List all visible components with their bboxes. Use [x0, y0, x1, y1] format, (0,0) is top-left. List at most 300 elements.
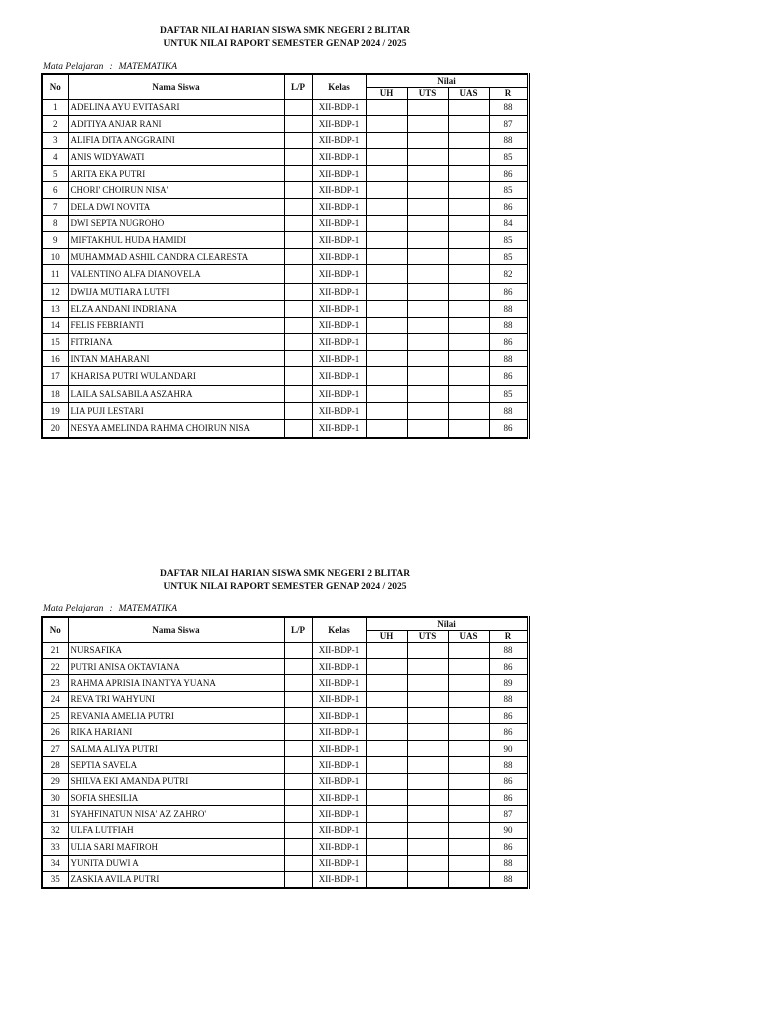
cell-uas: [448, 350, 489, 367]
table-row: [42, 642, 528, 658]
cell-no: 26: [42, 724, 68, 740]
subject-label: Mata Pelajaran: [43, 62, 104, 72]
cell-uas: [448, 386, 489, 403]
title-line-1: DAFTAR NILAI HARIAN SISWA SMK NEGERI 2 BLITAR: [159, 26, 411, 36]
cell-kelas: XII-BDP-1: [312, 182, 366, 199]
cell-student-name: FITRIANA: [68, 334, 284, 351]
header-nilai: Nilai: [366, 617, 528, 630]
cell-kelas: XII-BDP-1: [312, 740, 366, 756]
cell-uts: [407, 301, 448, 318]
cell-uh: [366, 215, 407, 232]
cell-no: 25: [42, 708, 68, 724]
cell-student-name: ADITIYA ANJAR RANI: [68, 116, 284, 133]
cell-uas: [448, 642, 489, 658]
table-row: [42, 806, 528, 822]
cell-uh: [366, 403, 407, 420]
cell-uts: [407, 165, 448, 182]
table-body: [42, 642, 528, 888]
cell-no: 24: [42, 691, 68, 707]
cell-uh: [366, 740, 407, 756]
cell-lp: [284, 165, 312, 182]
cell-uh: [366, 334, 407, 351]
cell-student-name: MUHAMMAD ASHIL CANDRA CLEARESTA: [68, 248, 284, 265]
cell-uh: [366, 708, 407, 724]
cell-kelas: XII-BDP-1: [312, 350, 366, 367]
cell-lp: [284, 642, 312, 658]
cell-no: 22: [42, 658, 68, 674]
cell-kelas: XII-BDP-1: [312, 658, 366, 674]
cell-student-name: REVA TRI WAHYUNI: [68, 691, 284, 707]
cell-lp: [284, 806, 312, 822]
cell-no: 16: [42, 350, 68, 367]
header-kelas: Kelas: [312, 74, 366, 99]
cell-uas: [448, 116, 489, 133]
cell-uts: [407, 871, 448, 887]
cell-kelas: XII-BDP-1: [312, 839, 366, 855]
cell-uh: [366, 182, 407, 199]
cell-student-name: DWI SEPTA NUGROHO: [68, 215, 284, 232]
cell-uas: [448, 232, 489, 249]
table-row: [42, 317, 528, 334]
cell-uh: [366, 284, 407, 301]
cell-uts: [407, 232, 448, 249]
table-row: [42, 99, 528, 116]
cell-uas: [448, 248, 489, 265]
cell-uas: [448, 757, 489, 773]
cell-uts: [407, 691, 448, 707]
cell-uas: [448, 215, 489, 232]
cell-uas: [448, 806, 489, 822]
subject-label: Mata Pelajaran: [43, 604, 104, 614]
cell-uh: [366, 675, 407, 691]
cell-r: 85: [489, 248, 528, 265]
cell-no: 1: [42, 99, 68, 116]
subject-separator: :: [109, 62, 113, 72]
cell-student-name: NESYA AMELINDA RAHMA CHOIRUN NISA: [68, 419, 284, 438]
cell-uas: [448, 132, 489, 149]
cell-no: 5: [42, 165, 68, 182]
cell-uh: [366, 757, 407, 773]
cell-kelas: XII-BDP-1: [312, 99, 366, 116]
cell-uts: [407, 773, 448, 789]
cell-student-name: NURSAFIKA: [68, 642, 284, 658]
cell-r: 88: [489, 317, 528, 334]
cell-lp: [284, 99, 312, 116]
cell-uas: [448, 839, 489, 855]
cell-r: 85: [489, 149, 528, 166]
cell-uas: [448, 284, 489, 301]
cell-kelas: XII-BDP-1: [312, 871, 366, 887]
cell-uts: [407, 740, 448, 756]
cell-uas: [448, 658, 489, 674]
table-row: [42, 284, 528, 301]
cell-kelas: XII-BDP-1: [312, 334, 366, 351]
cell-lp: [284, 199, 312, 216]
table-row: [42, 301, 528, 318]
cell-uts: [407, 284, 448, 301]
cell-kelas: XII-BDP-1: [312, 691, 366, 707]
cell-no: 30: [42, 790, 68, 806]
cell-uts: [407, 724, 448, 740]
cell-student-name: INTAN MAHARANI: [68, 350, 284, 367]
cell-uts: [407, 199, 448, 216]
cell-kelas: XII-BDP-1: [312, 199, 366, 216]
header-nilai: Nilai: [366, 74, 528, 87]
cell-student-name: SALMA ALIYA PUTRI: [68, 740, 284, 756]
cell-lp: [284, 773, 312, 789]
cell-uh: [366, 790, 407, 806]
cell-uas: [448, 708, 489, 724]
cell-student-name: ADELINA AYU EVITASARI: [68, 99, 284, 116]
cell-student-name: SHILVA EKI AMANDA PUTRI: [68, 773, 284, 789]
cell-student-name: REVANIA AMELIA PUTRI: [68, 708, 284, 724]
header-uas: UAS: [448, 87, 489, 99]
cell-uts: [407, 99, 448, 116]
cell-uas: [448, 301, 489, 318]
grade-table: [41, 616, 530, 889]
cell-no: 31: [42, 806, 68, 822]
cell-kelas: XII-BDP-1: [312, 215, 366, 232]
cell-uts: [407, 757, 448, 773]
cell-student-name: ULIA SARI MAFIROH: [68, 839, 284, 855]
cell-no: 4: [42, 149, 68, 166]
cell-uh: [366, 99, 407, 116]
cell-no: 10: [42, 248, 68, 265]
cell-r: 86: [489, 199, 528, 216]
cell-lp: [284, 790, 312, 806]
table-row: [42, 855, 528, 871]
table-row: [42, 215, 528, 232]
cell-kelas: XII-BDP-1: [312, 675, 366, 691]
cell-uh: [366, 199, 407, 216]
cell-r: 88: [489, 642, 528, 658]
cell-kelas: XII-BDP-1: [312, 232, 366, 249]
cell-uas: [448, 182, 489, 199]
cell-no: 21: [42, 642, 68, 658]
cell-no: 3: [42, 132, 68, 149]
cell-uas: [448, 724, 489, 740]
cell-lp: [284, 232, 312, 249]
cell-uts: [407, 790, 448, 806]
cell-student-name: VALENTINO ALFA DIANOVELA: [68, 265, 284, 284]
table-row: [42, 386, 528, 403]
cell-student-name: DWIJA MUTIARA LUTFI: [68, 284, 284, 301]
cell-uh: [366, 350, 407, 367]
cell-r: 88: [489, 132, 528, 149]
cell-no: 27: [42, 740, 68, 756]
subject-value: MATEMATIKA: [118, 62, 178, 72]
cell-no: 35: [42, 871, 68, 887]
cell-student-name: DELA DWI NOVITA: [68, 199, 284, 216]
header-uh: UH: [366, 630, 407, 642]
cell-uas: [448, 403, 489, 420]
table-row: [42, 182, 528, 199]
table-row: [42, 149, 528, 166]
cell-uts: [407, 265, 448, 284]
cell-uts: [407, 367, 448, 386]
cell-uh: [366, 724, 407, 740]
cell-lp: [284, 403, 312, 420]
cell-kelas: XII-BDP-1: [312, 301, 366, 318]
table-row: [42, 334, 528, 351]
table-row: [42, 367, 528, 386]
cell-no: 18: [42, 386, 68, 403]
cell-student-name: PUTRI ANISA OKTAVIANA: [68, 658, 284, 674]
cell-r: 87: [489, 806, 528, 822]
cell-uh: [366, 165, 407, 182]
cell-r: 86: [489, 790, 528, 806]
cell-lp: [284, 822, 312, 838]
cell-uts: [407, 675, 448, 691]
cell-r: 89: [489, 675, 528, 691]
cell-student-name: ARITA EKA PUTRI: [68, 165, 284, 182]
cell-lp: [284, 182, 312, 199]
cell-lp: [284, 675, 312, 691]
cell-student-name: MIFTAKHUL HUDA HAMIDI: [68, 232, 284, 249]
cell-no: 34: [42, 855, 68, 871]
header-no: No: [42, 74, 68, 99]
cell-uas: [448, 317, 489, 334]
cell-lp: [284, 215, 312, 232]
cell-kelas: XII-BDP-1: [312, 149, 366, 166]
cell-lp: [284, 284, 312, 301]
table-row: [42, 724, 528, 740]
cell-uh: [366, 367, 407, 386]
cell-student-name: ELZA ANDANI INDRIANA: [68, 301, 284, 318]
cell-kelas: XII-BDP-1: [312, 806, 366, 822]
cell-no: 9: [42, 232, 68, 249]
cell-uas: [448, 334, 489, 351]
header-kelas: Kelas: [312, 617, 366, 642]
cell-kelas: XII-BDP-1: [312, 708, 366, 724]
cell-uh: [366, 116, 407, 133]
table-row: [42, 165, 528, 182]
cell-uh: [366, 691, 407, 707]
cell-uas: [448, 675, 489, 691]
cell-uh: [366, 855, 407, 871]
cell-r: 86: [489, 708, 528, 724]
cell-uts: [407, 419, 448, 438]
cell-kelas: XII-BDP-1: [312, 403, 366, 420]
cell-lp: [284, 871, 312, 887]
table-row: [42, 740, 528, 756]
header-name: Nama Siswa: [68, 74, 284, 99]
cell-lp: [284, 132, 312, 149]
sheet-title: [42, 25, 528, 51]
table-row: [42, 419, 528, 438]
header-r: R: [489, 630, 528, 642]
cell-student-name: ALIFIA DITA ANGGRAINI: [68, 132, 284, 149]
header-r: R: [489, 87, 528, 99]
subject-line: [43, 603, 177, 615]
table-row: [42, 790, 528, 806]
cell-uas: [448, 773, 489, 789]
cell-lp: [284, 386, 312, 403]
cell-lp: [284, 708, 312, 724]
cell-uh: [366, 386, 407, 403]
header-lp: L/P: [284, 74, 312, 99]
cell-no: 32: [42, 822, 68, 838]
cell-r: 88: [489, 403, 528, 420]
cell-lp: [284, 757, 312, 773]
cell-r: 85: [489, 182, 528, 199]
cell-no: 12: [42, 284, 68, 301]
cell-uts: [407, 658, 448, 674]
cell-r: 85: [489, 386, 528, 403]
title-line-2: UNTUK NILAI RAPORT SEMESTER GENAP 2024 / 2025: [163, 582, 407, 592]
table-row: [42, 132, 528, 149]
cell-kelas: XII-BDP-1: [312, 855, 366, 871]
cell-r: 84: [489, 215, 528, 232]
header-uts: UTS: [407, 630, 448, 642]
cell-student-name: SEPTIA SAVELA: [68, 757, 284, 773]
cell-uts: [407, 642, 448, 658]
cell-uas: [448, 149, 489, 166]
cell-no: 13: [42, 301, 68, 318]
table-row: [42, 265, 528, 284]
cell-uh: [366, 232, 407, 249]
cell-r: 86: [489, 658, 528, 674]
cell-uas: [448, 691, 489, 707]
cell-uh: [366, 301, 407, 318]
cell-student-name: ULFA LUTFIAH: [68, 822, 284, 838]
cell-student-name: YUNITA DUWI A: [68, 855, 284, 871]
cell-kelas: XII-BDP-1: [312, 790, 366, 806]
cell-student-name: CHORI' CHOIRUN NISA': [68, 182, 284, 199]
cell-no: 28: [42, 757, 68, 773]
cell-kelas: XII-BDP-1: [312, 284, 366, 301]
cell-lp: [284, 334, 312, 351]
table-row: [42, 658, 528, 674]
cell-no: 29: [42, 773, 68, 789]
cell-student-name: FELIS FEBRIANTI: [68, 317, 284, 334]
cell-lp: [284, 317, 312, 334]
cell-r: 88: [489, 350, 528, 367]
cell-uas: [448, 855, 489, 871]
cell-r: 88: [489, 691, 528, 707]
cell-uh: [366, 317, 407, 334]
table-row: [42, 691, 528, 707]
cell-no: 23: [42, 675, 68, 691]
cell-lp: [284, 855, 312, 871]
cell-uh: [366, 132, 407, 149]
cell-uh: [366, 658, 407, 674]
cell-uh: [366, 248, 407, 265]
cell-uas: [448, 265, 489, 284]
cell-uts: [407, 708, 448, 724]
table-row: [42, 757, 528, 773]
cell-uh: [366, 265, 407, 284]
header-uas: UAS: [448, 630, 489, 642]
cell-uas: [448, 822, 489, 838]
cell-uts: [407, 350, 448, 367]
cell-no: 19: [42, 403, 68, 420]
cell-kelas: XII-BDP-1: [312, 822, 366, 838]
subject-separator: :: [109, 604, 113, 614]
cell-no: 14: [42, 317, 68, 334]
cell-no: 33: [42, 839, 68, 855]
cell-uas: [448, 199, 489, 216]
header-no: No: [42, 617, 68, 642]
header-uh: UH: [366, 87, 407, 99]
cell-no: 8: [42, 215, 68, 232]
cell-kelas: XII-BDP-1: [312, 116, 366, 133]
cell-r: 88: [489, 757, 528, 773]
cell-kelas: XII-BDP-1: [312, 248, 366, 265]
cell-kelas: XII-BDP-1: [312, 642, 366, 658]
cell-uts: [407, 386, 448, 403]
table-row: [42, 822, 528, 838]
cell-uas: [448, 99, 489, 116]
cell-lp: [284, 724, 312, 740]
cell-uh: [366, 822, 407, 838]
cell-lp: [284, 839, 312, 855]
cell-no: 17: [42, 367, 68, 386]
cell-r: 82: [489, 265, 528, 284]
cell-r: 90: [489, 740, 528, 756]
table-row: [42, 248, 528, 265]
cell-kelas: XII-BDP-1: [312, 419, 366, 438]
table-row: [42, 708, 528, 724]
cell-uas: [448, 871, 489, 887]
cell-kelas: XII-BDP-1: [312, 386, 366, 403]
table-row: [42, 350, 528, 367]
cell-lp: [284, 301, 312, 318]
cell-r: 86: [489, 334, 528, 351]
cell-uas: [448, 165, 489, 182]
cell-r: 88: [489, 301, 528, 318]
cell-uas: [448, 367, 489, 386]
cell-r: 87: [489, 116, 528, 133]
cell-uh: [366, 149, 407, 166]
cell-no: 20: [42, 419, 68, 438]
title-line-2: UNTUK NILAI RAPORT SEMESTER GENAP 2024 / 2025: [163, 39, 407, 49]
table-row: [42, 199, 528, 216]
cell-r: 90: [489, 822, 528, 838]
sheet-title: [42, 568, 528, 594]
cell-r: 88: [489, 99, 528, 116]
cell-kelas: XII-BDP-1: [312, 132, 366, 149]
cell-lp: [284, 740, 312, 756]
cell-student-name: LIA PUJI LESTARI: [68, 403, 284, 420]
cell-r: 85: [489, 232, 528, 249]
table-row: [42, 403, 528, 420]
table-row: [42, 773, 528, 789]
cell-uts: [407, 149, 448, 166]
cell-uts: [407, 317, 448, 334]
cell-lp: [284, 350, 312, 367]
cell-kelas: XII-BDP-1: [312, 367, 366, 386]
header-name: Nama Siswa: [68, 617, 284, 642]
grade-table: [41, 73, 530, 439]
cell-lp: [284, 419, 312, 438]
cell-r: 86: [489, 284, 528, 301]
cell-uts: [407, 806, 448, 822]
cell-kelas: XII-BDP-1: [312, 757, 366, 773]
cell-r: 88: [489, 871, 528, 887]
cell-uts: [407, 403, 448, 420]
subject-line: [43, 61, 177, 73]
cell-uas: [448, 419, 489, 438]
cell-lp: [284, 691, 312, 707]
cell-uts: [407, 855, 448, 871]
cell-uas: [448, 740, 489, 756]
header-lp: L/P: [284, 617, 312, 642]
cell-r: 86: [489, 724, 528, 740]
title-line-1: DAFTAR NILAI HARIAN SISWA SMK NEGERI 2 BLITAR: [159, 569, 411, 579]
cell-uh: [366, 419, 407, 438]
cell-uh: [366, 642, 407, 658]
